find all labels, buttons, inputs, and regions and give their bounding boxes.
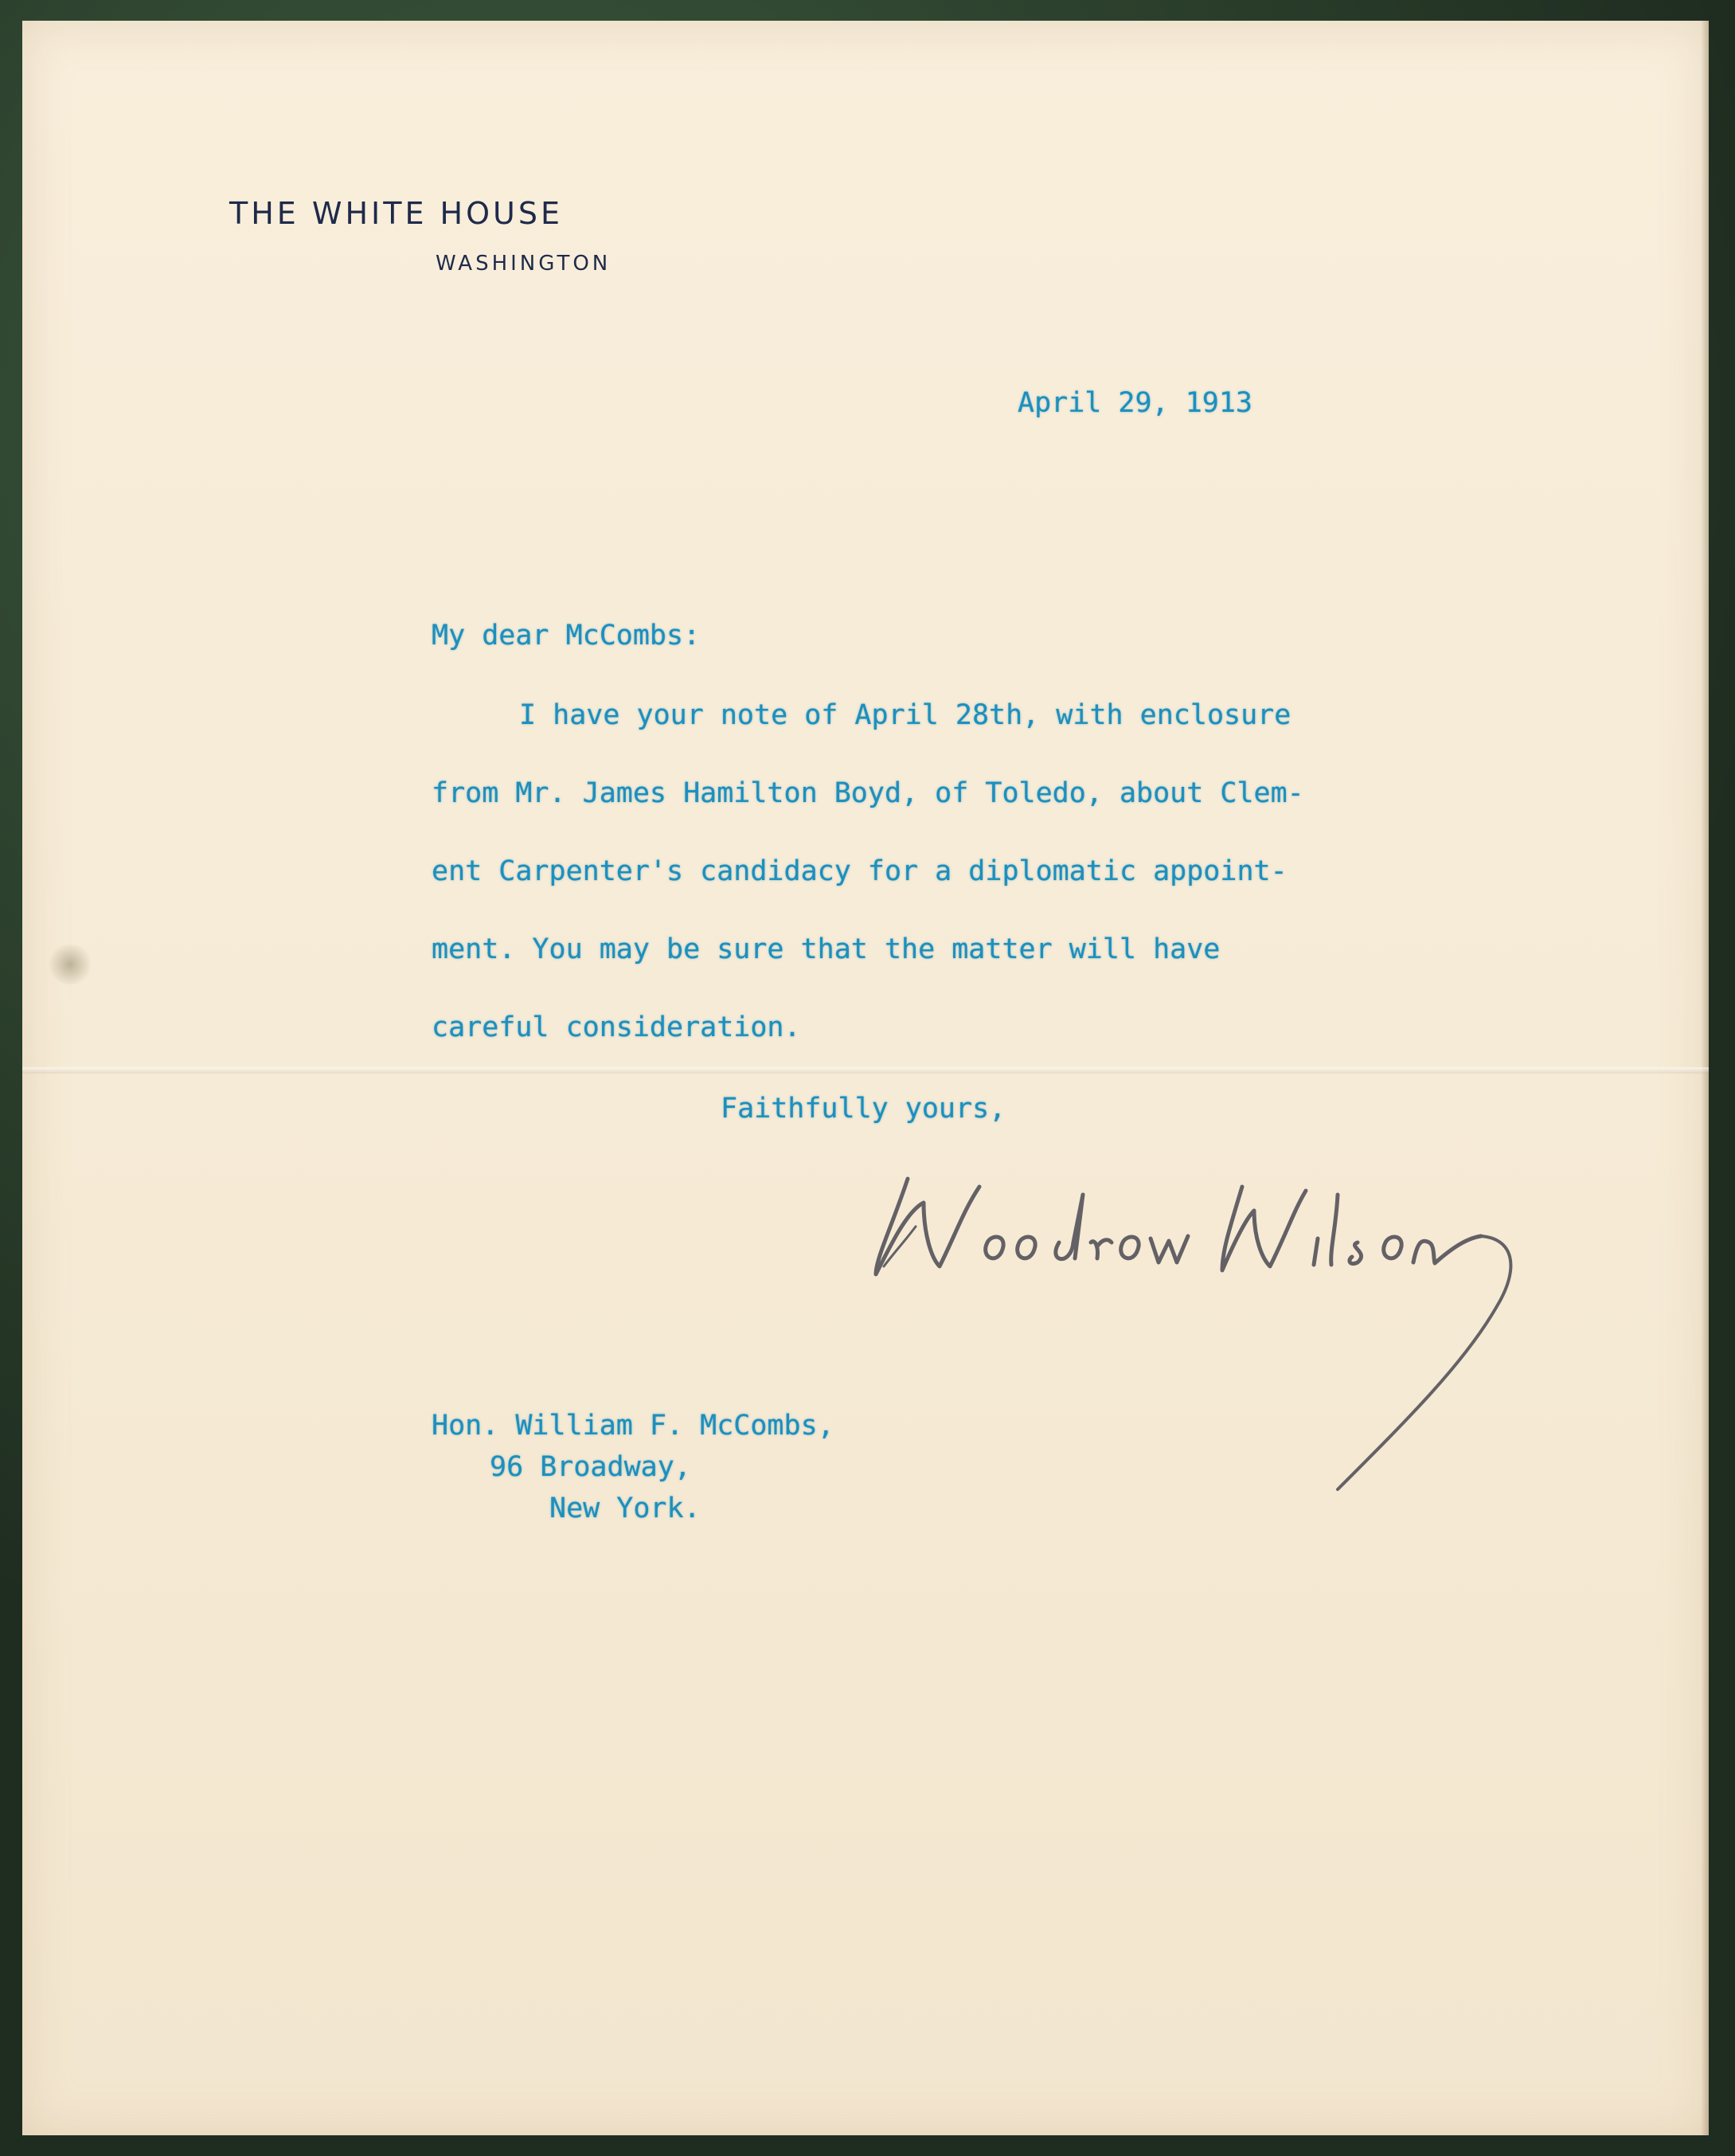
fold-crease bbox=[22, 1067, 1709, 1074]
salutation: My dear McCombs: bbox=[432, 620, 701, 651]
body-line: I have your note of April 28th, with enclosure bbox=[519, 699, 1291, 731]
signature bbox=[860, 1163, 1529, 1513]
closing: Faithfully yours, bbox=[721, 1093, 1006, 1125]
letterhead-title: THE WHITE HOUSE bbox=[229, 196, 563, 231]
body-line: ent Carpenter's candidacy for a diplomatic appoint- bbox=[432, 855, 1288, 887]
letter-date: April 29, 1913 bbox=[1018, 387, 1253, 419]
sheet-edge bbox=[1701, 21, 1709, 2135]
body-line: ment. You may be sure that the matter will have bbox=[432, 933, 1221, 965]
letterhead-city: WASHINGTON bbox=[436, 252, 612, 276]
address-line: 96 Broadway, bbox=[490, 1451, 691, 1483]
stain bbox=[46, 945, 94, 984]
address-line: Hon. William F. McCombs, bbox=[432, 1410, 834, 1442]
body-line: from Mr. James Hamilton Boyd, of Toledo, about Clem- bbox=[432, 777, 1304, 809]
letter-sheet bbox=[22, 21, 1709, 2135]
body-line: careful consideration. bbox=[432, 1011, 801, 1043]
address-line: New York. bbox=[549, 1493, 701, 1524]
